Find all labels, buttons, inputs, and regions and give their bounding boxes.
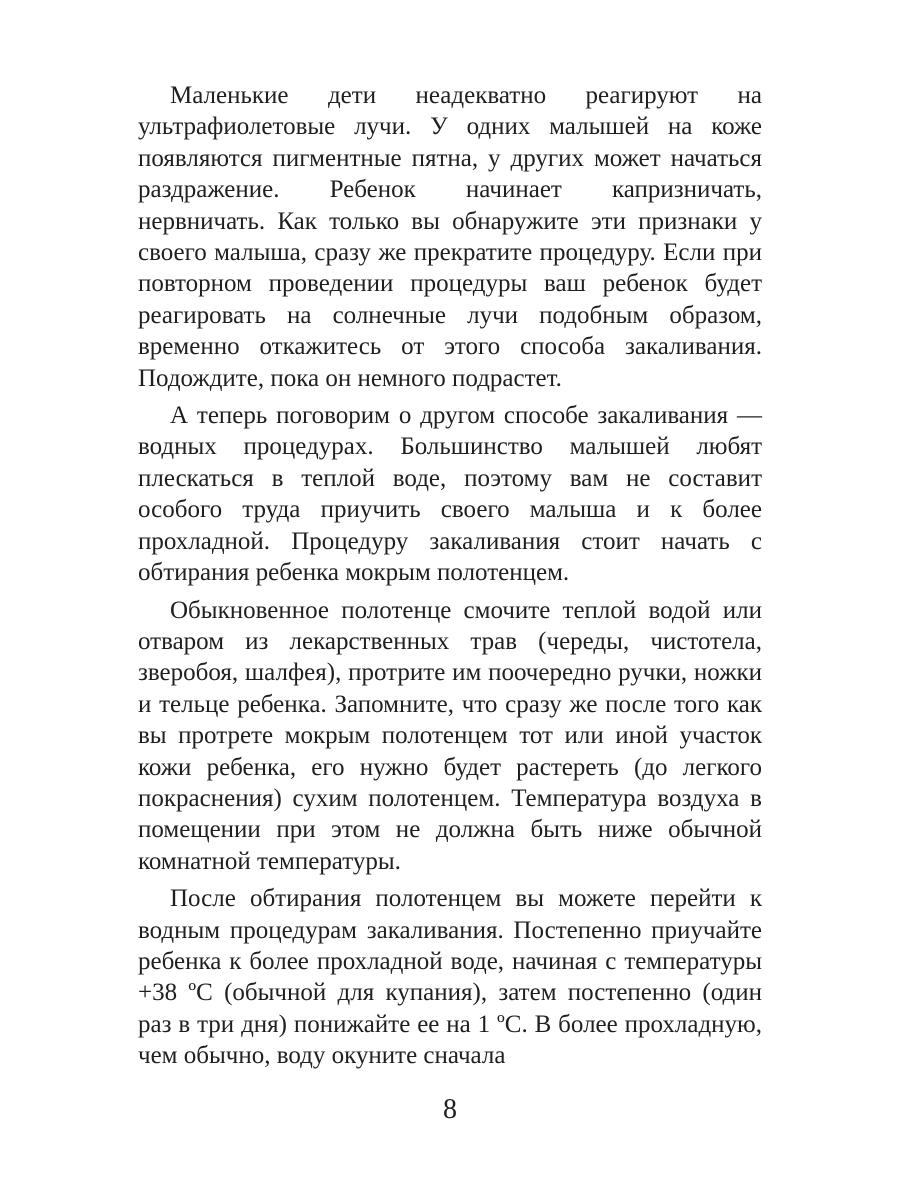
paragraph-3: Обыкновенное полотенце смочите теплой водой или отваром из лекарственных трав (череды, чистотела, зверобоя, шалфея), протрите им поочередно ручки, ножки и тельце ребенка. Запомните, что сразу же после того как вы протрете мокрым полотенцем тот или иной участок кожи ребенка, его нужно будет растереть (до легкого покраснения) сухим полотенцем. Температура воздуха в помещении при этом не должна быть ниже обычной комнатной температуры. xyxy=(138,596,762,875)
paragraph-4: После обтирания полотенцем вы можете перейти к водным процедурам закаливания. Постепенно приучайте ребенка к более прохладной воде, начиная с температуры +38 ºС (обычной для купания), затем постепенно (один раз в три дня) понижайте ее на 1 ºС. В более прохладную, чем обычно, воду окуните сначала xyxy=(138,885,762,1070)
body-text xyxy=(138,80,762,1078)
page-number: 8 xyxy=(443,1094,457,1125)
paragraph-1: Маленькие дети неадекватно реагируют на ультрафиолетовые лучи. У одних малышей на коже появляются пигментные пятна, у других может начаться раздражение. Ребенок начинает капризничать, нервничать. Как только вы обнаружите эти признаки у своего малыша, сразу же прекратите процедуру. Если при повторном проведении процедуры ваш ребенок будет реагировать на солнечные лучи подобным образом, временно откажитесь от этого способа закаливания. Подождите, пока он немного подрастет. xyxy=(138,82,762,392)
paragraph-2: А теперь поговорим о другом способе закаливания — водных процедурах. Большинство малышей любят плескаться в теплой воде, поэтому вам не составит особого труда приучить своего малыша и к более прохладной. Процедуру закаливания стоит начать с обтирания ребенка мокрым полотенцем. xyxy=(138,402,762,587)
